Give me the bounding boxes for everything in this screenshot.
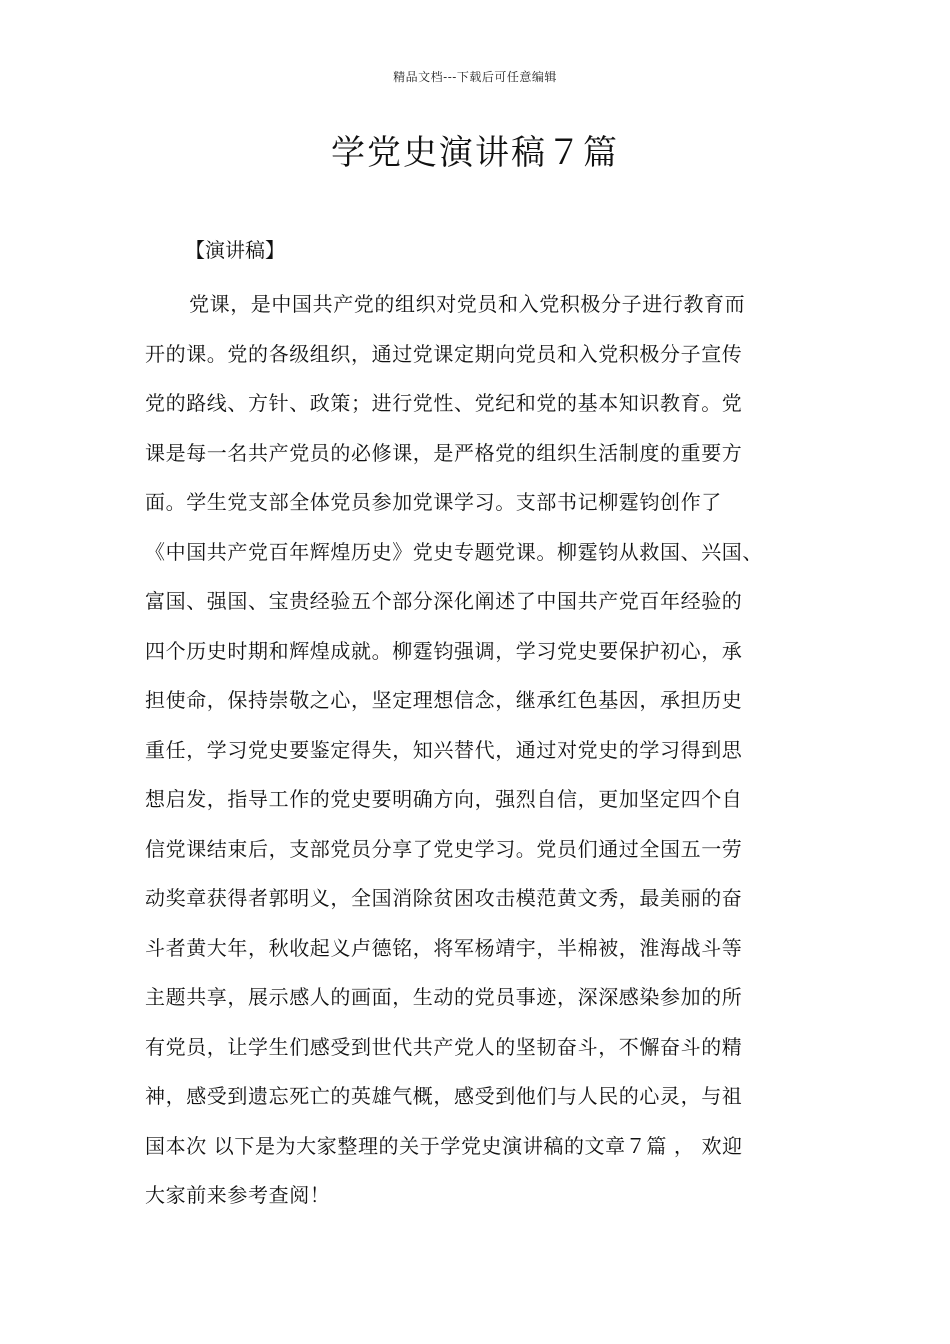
- body-line: 党课，是中国共产党的组织对党员和入党积极分子进行教育而: [189, 292, 746, 316]
- body-paragraph: [145, 280, 815, 1221]
- body-line: 大家前来参考查阅！: [145, 1183, 331, 1207]
- body-line: 四个历史时期和辉煌成就。柳霆钧强调，学习党史要保护初心，承: [145, 638, 743, 663]
- body-line: 有党员，让学生们感受到世代共产党人的坚韧奋斗，不懈奋斗的精: [145, 1034, 743, 1059]
- body-line: 课是每一名共产党员的必修课，是严格党的组织生活制度的重要方: [145, 440, 743, 465]
- body-line: 《中国共产党百年辉煌历史》党史专题党课。柳霆钧从救国、兴国、: [145, 539, 763, 564]
- body-line: 神，感受到遗忘死亡的英雄气概，感受到他们与人民的心灵，与祖: [145, 1084, 743, 1108]
- section-label: 【演讲稿】: [185, 238, 285, 262]
- body-line: 富国、强国、宝贵经验五个部分深化阐述了中国共产党百年经验的: [145, 589, 743, 613]
- body-line: 主题共享，展示感人的画面，生动的党员事迹，深深感染参加的所: [145, 985, 743, 1009]
- header-note: 精品文档---下载后可任意编辑: [393, 70, 557, 84]
- body-line: 斗者黄大年，秋收起义卢德铭，将军杨靖宇，半棉被，淮海战斗等: [145, 935, 743, 960]
- body-line: 党的路线、方针、政策；进行党性、党纪和党的基本知识教育。党: [145, 391, 743, 415]
- body-line: 国本次 以下是为大家整理的关于学党史演讲稿的文章７篇 ， 欢迎: [145, 1133, 743, 1158]
- body-line: 面。学生党支部全体党员参加党课学习。支部书记柳霆钧创作了: [145, 490, 722, 514]
- body-line: 信党课结束后，支部党员分享了党史学习。党员们通过全国五一劳: [145, 836, 743, 861]
- body-line: 动奖章获得者郭明义，全国消除贫困攻击模范黄文秀，最美丽的奋: [145, 886, 743, 910]
- body-line: 担使命，保持崇敬之心，坚定理想信念，继承红色基因，承担历史: [145, 688, 743, 712]
- body-line: 想启发，指导工作的党史要明确方向，强烈自信，更加坚定四个自: [145, 787, 743, 811]
- body-line: 开的课。党的各级组织，通过党课定期向党员和入党积极分子宣传: [145, 341, 743, 366]
- document-title: 学党史演讲稿７篇: [331, 133, 619, 173]
- body-line: 重任，学习党史要鉴定得失，知兴替代，通过对党史的学习得到思: [145, 737, 743, 762]
